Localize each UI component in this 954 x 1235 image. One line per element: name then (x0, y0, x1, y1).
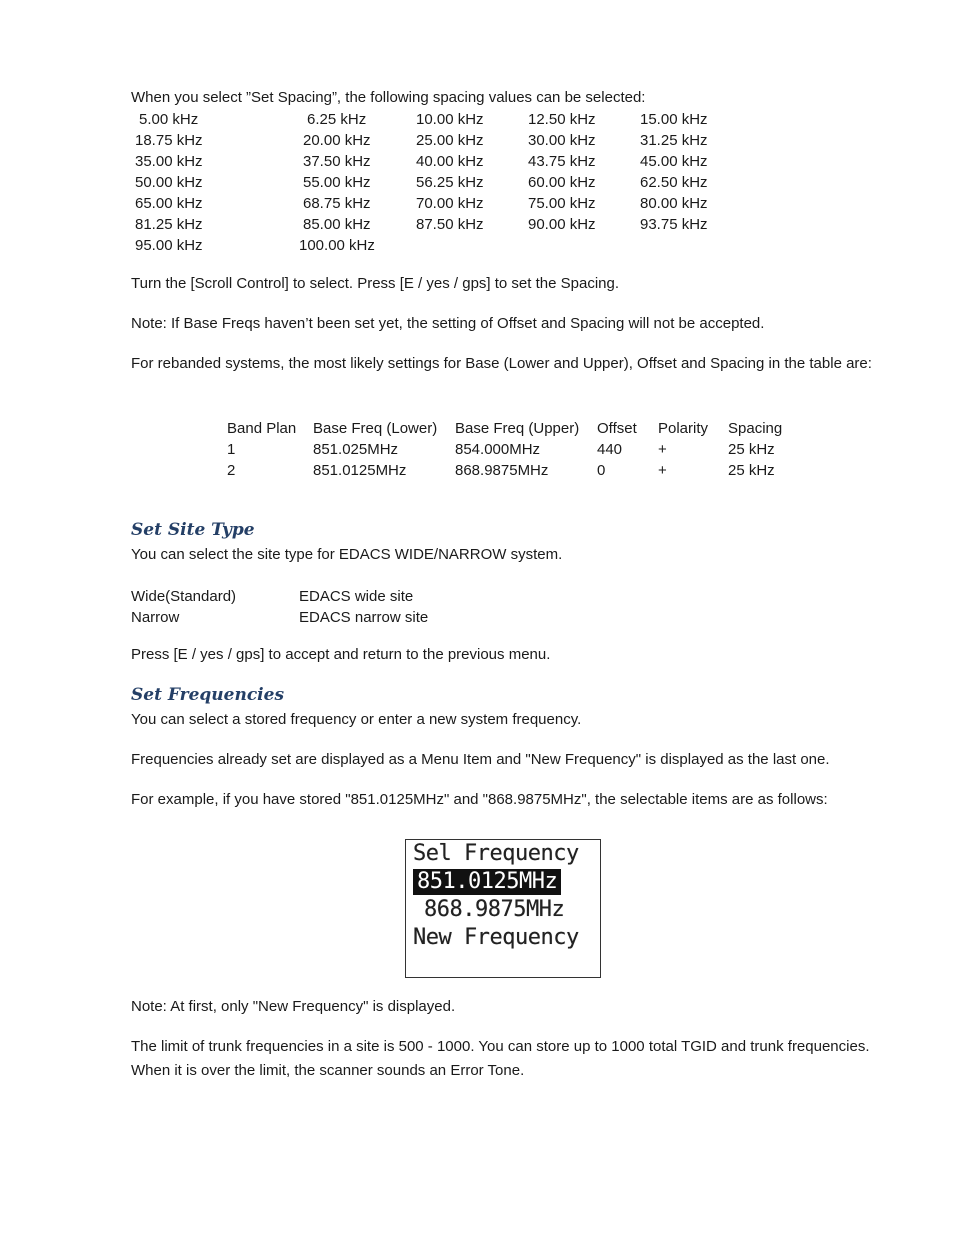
spacing-value: 65.00 kHz (135, 195, 203, 212)
table-cell: + (658, 441, 667, 458)
spacing-value: 80.00 kHz (640, 195, 708, 212)
spacing-value: 62.50 kHz (640, 174, 708, 191)
spacing-value: 85.00 kHz (303, 216, 371, 233)
table-cell: 1 (227, 441, 236, 458)
spacing-intro: When you select ”Set Spacing”, the following spacing values can be selected: (131, 89, 646, 106)
section-heading-frequencies: Set Frequencies (131, 685, 285, 705)
spacing-value: 10.00 kHz (416, 111, 484, 128)
lcd-item: 868.9875MHz (424, 897, 565, 922)
spacing-value: 37.50 kHz (303, 153, 371, 170)
spacing-value: 95.00 kHz (135, 237, 203, 254)
lcd-title: Sel Frequency (413, 841, 579, 866)
frequencies-first-note: Note: At first, only "New Frequency" is displayed. (131, 998, 456, 1015)
site-type-intro: You can select the site type for EDACS WIDE/NARROW system. (131, 546, 563, 563)
table-cell: 25 kHz (728, 441, 775, 458)
spacing-value: 45.00 kHz (640, 153, 708, 170)
frequencies-menu-note: Frequencies already set are displayed as a Menu Item and "New Frequency" is displayed as the last one. (131, 751, 830, 768)
site-option-name: Wide(Standard) (131, 588, 237, 605)
table-header: Offset (597, 420, 637, 437)
table-header: Base Freq (Upper) (455, 420, 580, 437)
frequencies-example: For example, if you have stored "851.0125MHz" and "868.9875MHz", the selectable items are as follows: (131, 791, 828, 808)
lcd-display (405, 839, 601, 978)
table-cell: + (658, 462, 667, 479)
table-header: Spacing (728, 420, 783, 437)
table-cell: 2 (227, 462, 236, 479)
spacing-value: 93.75 kHz (640, 216, 708, 233)
spacing-value: 81.25 kHz (135, 216, 203, 233)
spacing-value: 75.00 kHz (528, 195, 596, 212)
spacing-value: 5.00 kHz (139, 111, 199, 128)
rebanded-paragraph: For rebanded systems, the most likely settings for Base (Lower and Upper), Offset and Spacing in the table are: (131, 355, 872, 372)
frequencies-intro: You can select a stored frequency or enter a new system frequency. (131, 711, 582, 728)
table-header: Base Freq (Lower) (313, 420, 438, 437)
spacing-value: 70.00 kHz (416, 195, 484, 212)
spacing-value: 15.00 kHz (640, 111, 708, 128)
spacing-note: Note: If Base Freqs haven’t been set yet, the setting of Offset and Spacing will not be accepted. (131, 315, 765, 332)
frequencies-limit: The limit of trunk frequencies in a site is 500 - 1000. You can store up to 1000 total TGID and trunk frequencies. When it is over the limit, the scanner sounds an Error Tone. (131, 1038, 870, 1079)
table-cell: 0 (597, 462, 606, 479)
spacing-value: 60.00 kHz (528, 174, 596, 191)
table-cell: 851.025MHz (313, 441, 399, 458)
lcd-item-selected: 851.0125MHz (413, 869, 561, 895)
table-header: Polarity (658, 420, 709, 437)
site-type-instruction: Press [E / yes / gps] to accept and return to the previous menu. (131, 646, 551, 663)
spacing-value: 68.75 kHz (303, 195, 371, 212)
table-cell: 854.000MHz (455, 441, 541, 458)
spacing-value: 18.75 kHz (135, 132, 203, 149)
spacing-value: 20.00 kHz (303, 132, 371, 149)
spacing-value: 30.00 kHz (528, 132, 596, 149)
spacing-value: 55.00 kHz (303, 174, 371, 191)
site-option-desc: EDACS wide site (299, 588, 414, 605)
lcd-item: New Frequency (413, 925, 579, 950)
table-cell: 25 kHz (728, 462, 775, 479)
section-heading-site-type: Set Site Type (131, 520, 255, 540)
spacing-value: 12.50 kHz (528, 111, 596, 128)
spacing-value: 90.00 kHz (528, 216, 596, 233)
spacing-value: 31.25 kHz (640, 132, 708, 149)
spacing-value: 87.50 kHz (416, 216, 484, 233)
site-option-desc: EDACS narrow site (299, 609, 429, 626)
spacing-value: 35.00 kHz (135, 153, 203, 170)
site-option-name: Narrow (131, 609, 180, 626)
table-header: Band Plan (227, 420, 297, 437)
spacing-value: 100.00 kHz (299, 237, 375, 254)
table-cell: 868.9875MHz (455, 462, 549, 479)
table-cell: 440 (597, 441, 623, 458)
table-cell: 851.0125MHz (313, 462, 407, 479)
spacing-value: 6.25 kHz (307, 111, 367, 128)
spacing-value: 25.00 kHz (416, 132, 484, 149)
spacing-value: 56.25 kHz (416, 174, 484, 191)
spacing-value: 50.00 kHz (135, 174, 203, 191)
spacing-value: 43.75 kHz (528, 153, 596, 170)
spacing-value: 40.00 kHz (416, 153, 484, 170)
spacing-instruction: Turn the [Scroll Control] to select. Press [E / yes / gps] to set the Spacing. (131, 275, 619, 292)
